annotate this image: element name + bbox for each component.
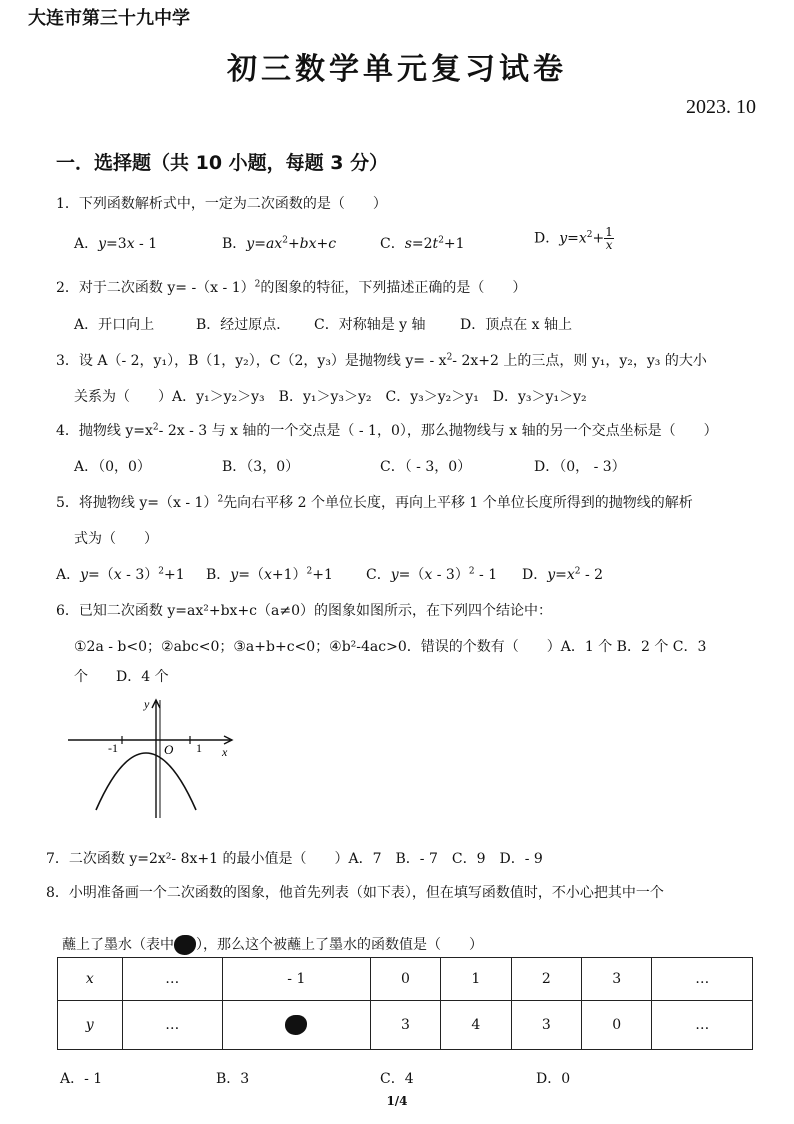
question-5-option-d: D．$y=x^2 - 2$ [522, 566, 604, 583]
question-6-line-3: 个 D．4 个 [74, 669, 169, 685]
question-6-parabola-graph [64, 692, 244, 822]
question-1-stem: 1．下列函数解析式中，一定为二次函数的是（ ） [56, 196, 387, 212]
question-2-stem: 2．对于二次函数 y= -（x - 1）$^2$的图象的特征，下列描述正确的是（ ） [56, 279, 527, 296]
table-cell: 3 [370, 1001, 440, 1050]
table-cell: 4 [441, 1001, 511, 1050]
question-8-option-d: D．0 [536, 1071, 571, 1087]
question-8-value-table [57, 957, 753, 1050]
question-1-option-d: D．$y=x^2+$ $\frac{1}{x}$ [534, 225, 613, 252]
question-8-line-1: 8．小明准备画一个二次函数的图象，他首先列表（如下表），但在填写函数值时，不小心把其中一个 [46, 885, 664, 901]
question-5-option-c: C．y=（x - 3）$^2$ - 1 [366, 566, 498, 583]
question-4-option-d: D．（0， - 3） [534, 459, 626, 475]
exam-title: 初三数学单元复习试卷 [227, 52, 567, 87]
table-cell: 2 [511, 958, 581, 1001]
ink-blot-icon [174, 935, 196, 955]
table-cell: … [122, 958, 222, 1001]
question-5-line-1: 5．将抛物线 y=（x - 1）$^2$先向右平移 2 个单位长度，再向上平移 1 个单位长度所得到的抛物线的解析 [56, 494, 693, 511]
question-2-option-d: D．顶点在 x 轴上 [460, 317, 573, 333]
question-3-line-1: 3．设 A（- 2，y₁），B（1，y₂），C（2，y₃）是抛物线 $y= - x^2-$ 2x+2 上的三点，则 y₁，y₂，y₃ 的大小 [56, 352, 707, 369]
page-number: 1/4 [386, 1094, 408, 1108]
ink-blot-icon [285, 1015, 307, 1035]
question-3-line-2: 关系为（ ）A．y₁＞y₂＞y₃ B．y₁＞y₃＞y₂ C．y₃＞y₂＞y₁ D．y₃＞y₁＞y₂ [74, 389, 587, 405]
table-cell: - 1 [222, 958, 370, 1001]
table-cell: 3 [582, 958, 652, 1001]
question-4-stem: 4．抛物线 $y=x^2-$ 2x - 3 与 x 轴的一个交点是（ - 1，0），那么抛物线与 x 轴的另一个交点坐标是（ ） [56, 422, 718, 439]
tick-label-neg1: -1 [108, 741, 118, 755]
table-cell: x [58, 958, 123, 1001]
fraction-one-over-x: $\frac{1}{x}$ [605, 225, 613, 252]
table-cell: … [652, 1001, 753, 1050]
question-4-option-c: C．（ - 3，0） [380, 459, 472, 475]
question-1-option-a: A．y=3x - 1 [74, 236, 158, 252]
y-axis-label: y [144, 697, 150, 711]
table-cell: 1 [441, 958, 511, 1001]
school-name: 大连市第三十九中学 [28, 8, 190, 29]
question-8-option-a: A．- 1 [60, 1071, 103, 1087]
question-2-option-a: A．开口向上 [74, 317, 155, 333]
table-row-x [58, 958, 753, 1001]
question-8-line-2: 蘸上了墨水（表中 ），那么这个被蘸上了墨水的函数值是（ ） [62, 937, 483, 953]
table-cell: 3 [511, 1001, 581, 1050]
question-8-option-b: B．3 [216, 1071, 250, 1087]
table-cell: … [122, 1001, 222, 1050]
table-cell: … [652, 958, 753, 1001]
question-6-line-1: 6．已知二次函数 y=ax²+bx+c（a≠0）的图象如图所示，在下列四个结论中： [56, 603, 552, 619]
x-axis-label: x [222, 745, 228, 759]
question-1-option-c: C．$s=2t^2+1$ [380, 235, 465, 252]
question-7-stem: 7．二次函数 y=2x²- 8x+1 的最小值是（ ）A．7 B．- 7 C．9 D．- 9 [46, 851, 543, 867]
section-heading: 一．选择题（共 10 小题，每题 3 分） [56, 152, 389, 174]
question-6-line-2: ①2a - b<0；②abc<0；③a+b+c<0；④b²-4ac>0．错误的个数有（ ）A．1 个 B．2 个 C．3 [74, 639, 707, 655]
question-5-line-2: 式为（ ） [74, 531, 158, 547]
table-row-y [58, 1001, 753, 1050]
question-5-option-b: B．$y=(x+1)^2+1$ [206, 566, 333, 583]
parabola-curve [96, 753, 196, 810]
question-1-option-b: B．$y=ax^2+bx+c$ [222, 235, 337, 252]
exam-date: 2023. 10 [686, 96, 756, 118]
question-5-option-a: A．y=（x - 3）$^2$+1 [56, 566, 185, 583]
question-2-option-c: C．对称轴是 y 轴 [314, 317, 426, 333]
origin-label: O [164, 742, 174, 757]
table-cell: 0 [370, 958, 440, 1001]
table-cell: 0 [582, 1001, 652, 1050]
table-cell-ink-blot [222, 1001, 370, 1050]
question-4-option-a: A．（0，0） [74, 459, 151, 475]
question-2-option-b: B．经过原点． [196, 317, 291, 333]
question-4-option-b: B．（3，0） [222, 459, 300, 475]
table-cell: y [58, 1001, 123, 1050]
question-8-option-c: C．4 [380, 1071, 414, 1087]
tick-label-1: 1 [196, 741, 202, 755]
